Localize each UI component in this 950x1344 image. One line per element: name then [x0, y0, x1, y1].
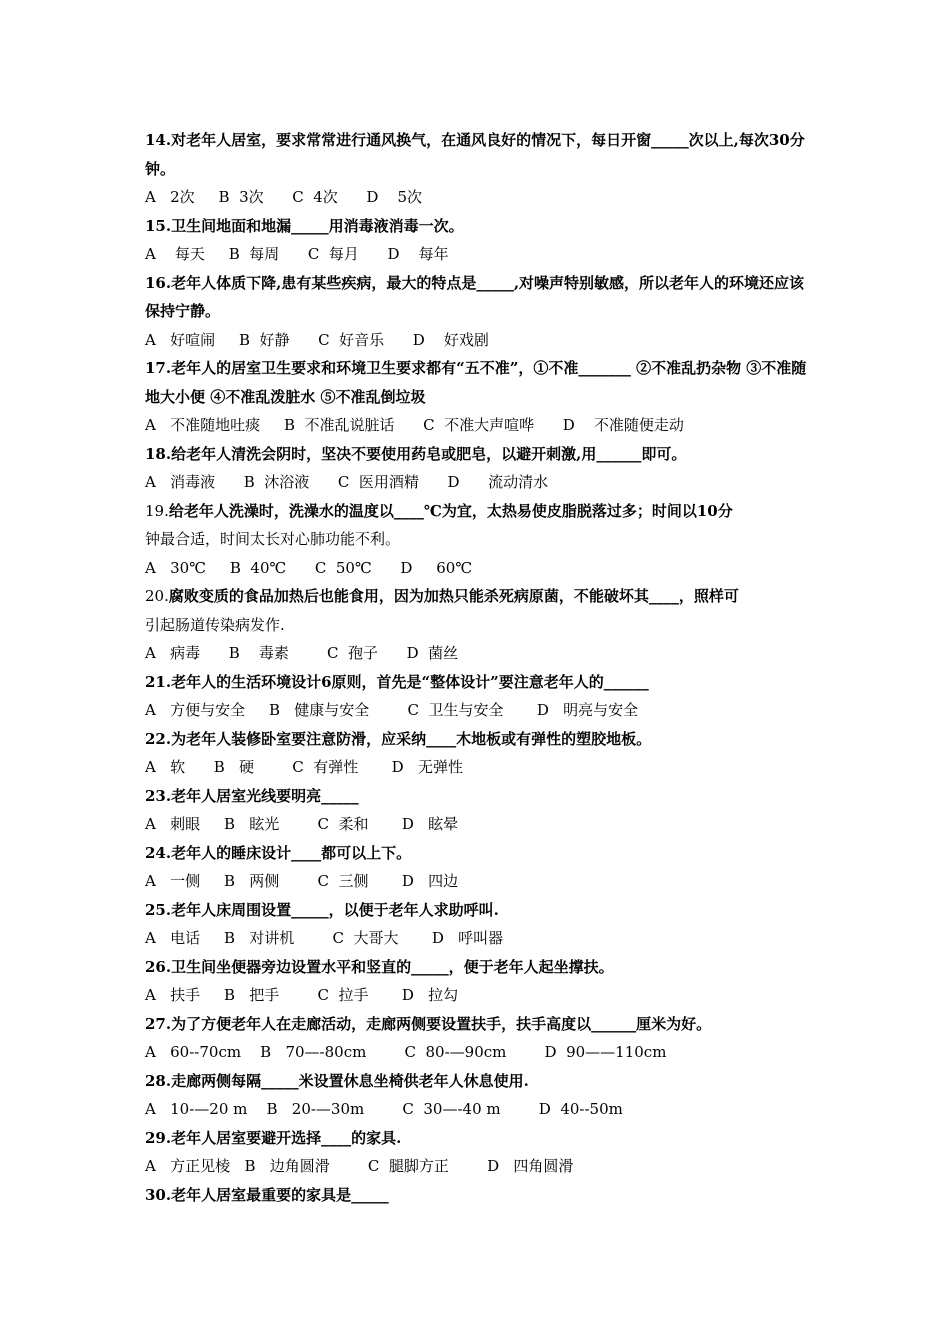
question-22: 22.为老年人装修卧室要注意防滑，应采纳____木地板或有弹性的塑胶地板。: [145, 729, 652, 748]
options-15: A 每天 B 每周 C 每月 D 每年: [145, 245, 449, 263]
options-24: A 一侧 B 两侧 C 三侧 D 四边: [145, 872, 459, 890]
question-28: 28.走廊两侧每隔_____米设置休息坐椅供老年人休息使用.: [145, 1071, 529, 1090]
options-22: A 软 B 硬 C 有弹性 D 无弹性: [145, 758, 463, 776]
question-19-number: 19.: [145, 501, 169, 520]
options-23: A 刺眼 B 眩光 C 柔和 D 眩晕: [145, 815, 459, 833]
question-21: 21.老年人的生活环境设计6原则，首先是“整体设计”要注意老年人的______: [145, 672, 649, 691]
question-27: 27.为了方便老年人在走廊活动，走廊两侧要设置扶手，扶手高度以______厘米为好。: [145, 1014, 712, 1033]
options-26: A 扶手 B 把手 C 拉手 D 拉勾: [145, 986, 459, 1004]
question-23: 23.老年人居室光线要明亮_____: [145, 786, 359, 805]
options-20: A 病毒 B 毒素 C 孢子 D 菌丝: [145, 644, 459, 662]
question-24: 24.老年人的睡床设计____都可以上下。: [145, 843, 412, 862]
question-20-text-cont: 引起肠道传染病发作.: [145, 615, 285, 634]
options-28: A 10-—20 m B 20-—30m C 30—-40 m D 40--50m: [145, 1100, 623, 1118]
question-14: 14.对老年人居室，要求常常进行通风换气，在通风良好的情况下，每日开窗_____次以上,每次30分钟。: [145, 131, 805, 178]
question-20-number: 20.: [145, 587, 169, 605]
question-20: [145, 582, 810, 639]
question-15: 15.卫生间地面和地漏_____用消毒液消毒一次。: [145, 216, 464, 235]
question-19: [145, 497, 810, 554]
question-17: 17.老年人的居室卫生要求和环境卫生要求都有“五不准”，①不准_______ ②不准乱扔杂物 ③不准随地大小便 ④不准乱泼脏水 ⑤不准乱倒垃圾: [145, 359, 807, 406]
options-19: A 30℃ B 40℃ C 50℃ D 60℃: [145, 558, 473, 577]
question-19-text: 给老年人洗澡时，洗澡水的温度以____℃为宜，太热易使皮脂脱落过多；时间以10分: [168, 501, 733, 520]
question-18: 18.给老年人清洗会阴时，坚决不要使用药皂或肥皂，以避开刺激,用______即可。: [145, 444, 687, 463]
options-25: A 电话 B 对讲机 C 大哥大 D 呼叫器: [145, 929, 504, 947]
options-14: A 2次 B 3次 C 4次 D 5次: [145, 188, 423, 206]
question-29: 29.老年人居室要避开选择____的家具.: [145, 1128, 402, 1147]
question-26: 26.卫生间坐便器旁边设置水平和竖直的_____，便于老年人起坐撑扶。: [145, 957, 614, 976]
options-18: A 消毒液 B 沐浴液 C 医用酒精 D 流动清水: [145, 473, 549, 491]
options-17: A 不准随地吐痰 B 不准乱说脏话 C 不准大声喧哗 D 不准随便走动: [145, 416, 684, 434]
question-20-text: 腐败变质的食品加热后也能食用，因为加热只能杀死病原菌，不能破坏其____，照样可: [168, 587, 739, 605]
options-27: A 60--70cm B 70—-80cm C 80-—90cm D 90——110cm: [145, 1043, 667, 1061]
question-16: 16.老年人体质下降,患有某些疾病，最大的特点是_____,对噪声特别敏感，所以老年人的环境还应该保持宁静。: [145, 273, 805, 320]
options-29: A 方正见棱 B 边角圆滑 C 腿脚方正 D 四角圆滑: [145, 1157, 574, 1175]
question-30: 30.老年人居室最重要的家具是_____: [145, 1185, 389, 1204]
options-21: A 方便与安全 B 健康与安全 C 卫生与安全 D 明亮与安全: [145, 701, 639, 719]
question-25: 25.老年人床周围设置_____，以便于老年人求助呼叫.: [145, 900, 499, 919]
question-19-text-cont: 钟最合适，时间太长对心肺功能不利。: [145, 530, 401, 548]
options-16: A 好喧闹 B 好静 C 好音乐 D 好戏剧: [145, 330, 489, 349]
question-list: [145, 126, 810, 1209]
